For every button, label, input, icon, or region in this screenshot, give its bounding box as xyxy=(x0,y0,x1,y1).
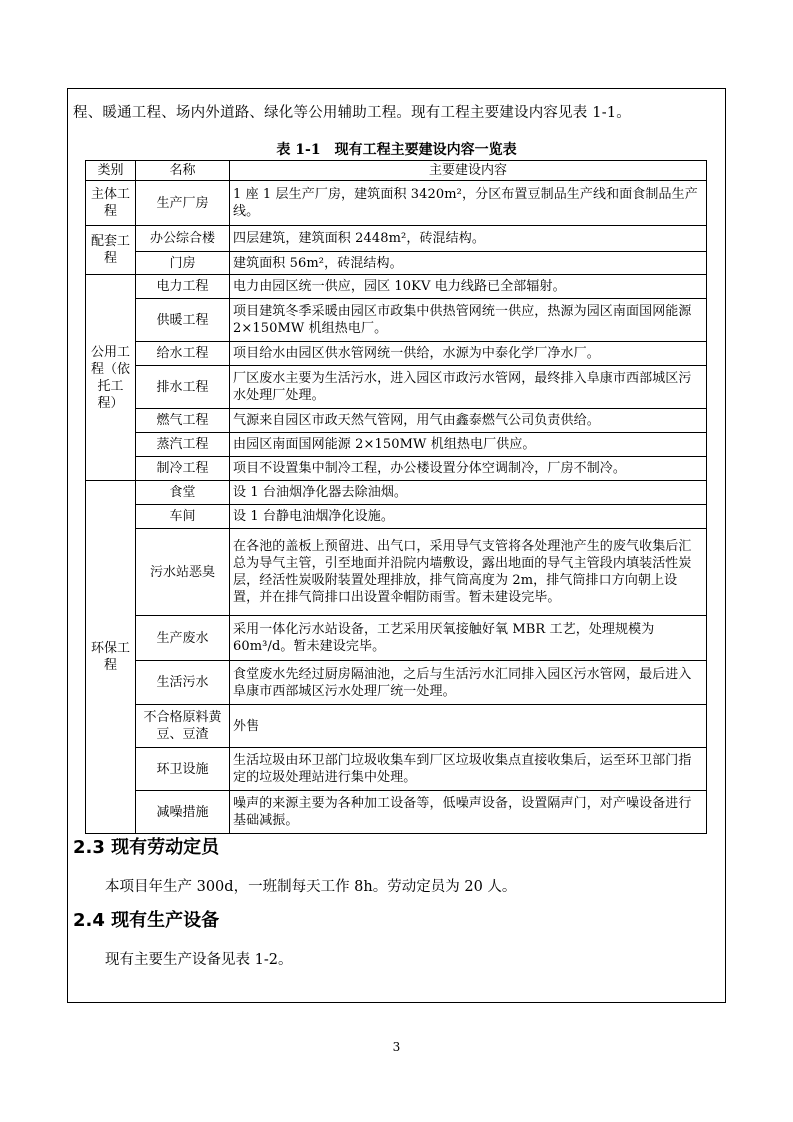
table-row xyxy=(86,705,707,748)
item-name: 生活污水 xyxy=(136,661,230,705)
item-content: 项目建筑冬季采暖由园区市政集中供热管网统一供应，热源为园区南面国网能源 2×150MW 机组热电厂。 xyxy=(230,299,707,342)
table-row xyxy=(86,505,707,529)
item-name: 制冷工程 xyxy=(136,457,230,481)
item-name: 供暖工程 xyxy=(136,299,230,342)
header-content: 主要建设内容 xyxy=(230,161,707,181)
item-content: 外售 xyxy=(230,705,707,748)
header-category: 类别 xyxy=(86,161,136,181)
item-content: 项目不设置集中制冷工程，办公楼设置分体空调制冷，厂房不制冷。 xyxy=(230,457,707,481)
table-row xyxy=(86,299,707,342)
table-row xyxy=(86,457,707,481)
table-row xyxy=(86,661,707,705)
item-content: 气源来自园区市政天然气管网，用气由鑫泰燃气公司负责供给。 xyxy=(230,409,707,433)
item-content: 生活垃圾由环卫部门垃圾收集车到厂区垃圾收集点直接收集后，运至环卫部门指定的垃圾处理站进行集中处理。 xyxy=(230,748,707,791)
page-number: 3 xyxy=(392,1040,401,1054)
table-row xyxy=(86,748,707,791)
table-row xyxy=(86,181,707,226)
section-paragraph-2-4: 现有主要生产设备见表 1-2。 xyxy=(105,952,293,968)
table-row xyxy=(86,409,707,433)
table-row xyxy=(86,366,707,409)
item-content: 四层建筑，建筑面积 2448m²，砖混结构。 xyxy=(230,226,707,252)
item-name: 不合格原料黄豆、豆渣 xyxy=(136,705,230,748)
intro-paragraph: 程、暖通工程、场内外道路、绿化等公用辅助工程。现有工程主要建设内容见表 1-1。 xyxy=(73,105,631,121)
item-name: 污水站恶臭 xyxy=(136,529,230,616)
item-content: 设 1 台静电油烟净化设施。 xyxy=(230,505,707,529)
category-cell: 配套工程 xyxy=(86,226,136,275)
item-name: 办公综合楼 xyxy=(136,226,230,252)
item-content: 噪声的来源主要为各种加工设备等，低噪声设备，设置隔声门，对产噪设备进行基础减振。 xyxy=(230,791,707,834)
table-row xyxy=(86,791,707,834)
category-cell: 公用工程（依托工程） xyxy=(86,275,136,481)
table-row xyxy=(86,275,707,299)
item-content: 设 1 台油烟净化器去除油烟。 xyxy=(230,481,707,505)
item-content: 厂区废水主要为生活污水，进入园区市政污水管网，最终排入阜康市西部城区污水处理厂处理。 xyxy=(230,366,707,409)
item-name: 给水工程 xyxy=(136,342,230,366)
item-name: 蒸汽工程 xyxy=(136,433,230,457)
item-content: 由园区南面国网能源 2×150MW 机组热电厂供应。 xyxy=(230,433,707,457)
item-content: 电力由园区统一供应，园区 10KV 电力线路已全部辐射。 xyxy=(230,275,707,299)
table-row xyxy=(86,252,707,275)
table-caption: 表 1-1 现有工程主要建设内容一览表 xyxy=(276,142,517,158)
item-name: 电力工程 xyxy=(136,275,230,299)
section-heading-2-3: 2.3 现有劳动定员 xyxy=(73,837,220,858)
table-header-row xyxy=(86,161,707,181)
item-name: 门房 xyxy=(136,252,230,275)
header-name: 名称 xyxy=(136,161,230,181)
item-name: 排水工程 xyxy=(136,366,230,409)
table-row xyxy=(86,481,707,505)
item-content: 在各池的盖板上预留进、出气口，采用导气支管将各处理池产生的废气收集后汇总为导气主管，引至地面并沿院内墙敷设，露出地面的导气主管段内填装活性炭层，经活性炭吸附装置处理排放，排气筒高度为 2m，排气筒排口方向朝上设置，并在排气筒排口出设置伞帽防雨雪。暂未建设完毕。 xyxy=(230,529,707,616)
item-name: 生产废水 xyxy=(136,616,230,661)
table-row xyxy=(86,433,707,457)
category-cell: 环保工程 xyxy=(86,481,136,834)
item-name: 燃气工程 xyxy=(136,409,230,433)
item-content: 采用一体化污水站设备，工艺采用厌氧接触好氧 MBR 工艺，处理规模为 60m³/d。暂未建设完毕。 xyxy=(230,616,707,661)
item-name: 环卫设施 xyxy=(136,748,230,791)
item-content: 建筑面积 56m²，砖混结构。 xyxy=(230,252,707,275)
item-name: 食堂 xyxy=(136,481,230,505)
table-row xyxy=(86,226,707,252)
category-cell: 主体工程 xyxy=(86,181,136,226)
table-row xyxy=(86,529,707,616)
item-content: 项目给水由园区供水管网统一供给，水源为中泰化学厂净水厂。 xyxy=(230,342,707,366)
item-name: 车间 xyxy=(136,505,230,529)
item-content: 食堂废水先经过厨房隔油池，之后与生活污水汇同排入园区污水管网，最后进入阜康市西部城区污水处理厂统一处理。 xyxy=(230,661,707,705)
table-row xyxy=(86,342,707,366)
section-paragraph-2-3: 本项目年生产 300d，一班制每天工作 8h。劳动定员为 20 人。 xyxy=(105,879,517,895)
item-name: 生产厂房 xyxy=(136,181,230,226)
section-heading-2-4: 2.4 现有生产设备 xyxy=(73,910,220,931)
item-content: 1 座 1 层生产厂房，建筑面积 3420m²，分区布置豆制品生产线和面食制品生产线。 xyxy=(230,181,707,226)
construction-content-table xyxy=(85,160,707,834)
item-name: 减噪措施 xyxy=(136,791,230,834)
table-row xyxy=(86,616,707,661)
